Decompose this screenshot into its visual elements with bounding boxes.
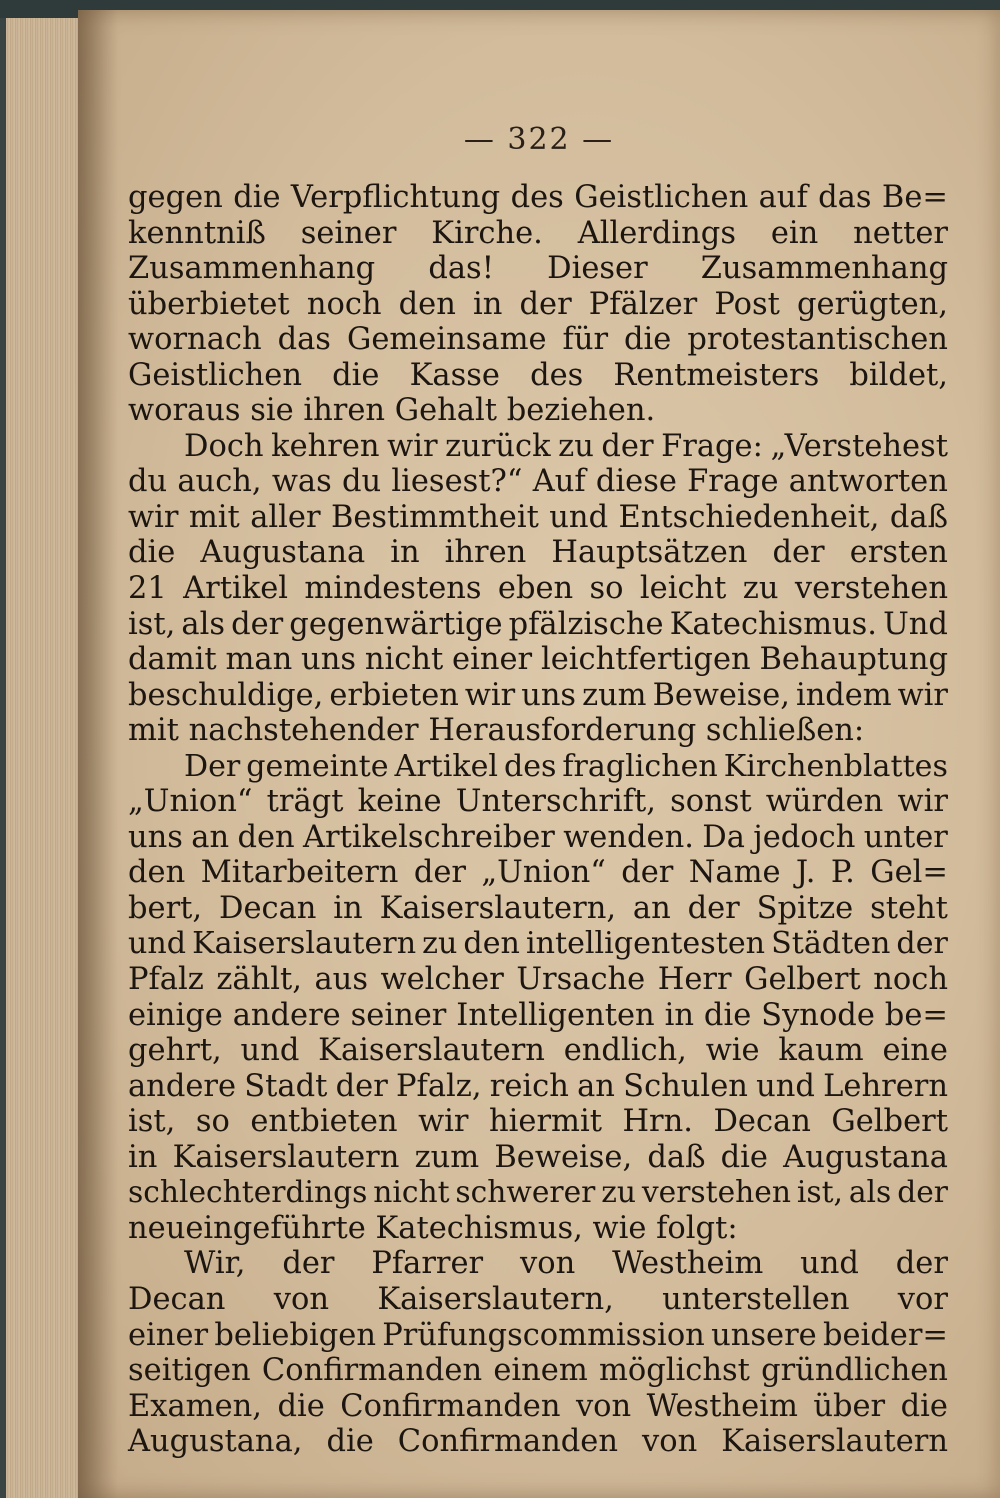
word: Artikel — [183, 571, 289, 607]
word: und — [549, 499, 609, 535]
text-line — [128, 678, 948, 714]
word: der — [519, 286, 572, 322]
word: Auf — [532, 464, 586, 500]
text-line — [128, 1353, 948, 1389]
text-line — [128, 1246, 948, 1282]
word: an — [577, 1068, 615, 1104]
word: be= — [884, 997, 948, 1033]
word: Gelbert — [831, 1104, 948, 1140]
word: Gel= — [870, 855, 948, 891]
word: einige — [128, 997, 223, 1033]
word: Katechismus. — [669, 606, 878, 642]
word: und — [128, 926, 187, 962]
word: in — [390, 535, 420, 571]
word: Artikelschreiber — [303, 819, 555, 855]
word: J. — [795, 855, 816, 891]
word: den — [398, 286, 456, 322]
word: der — [897, 1175, 948, 1211]
word: möglichst — [598, 1353, 750, 1389]
word: Frage: — [661, 428, 763, 464]
word: man — [225, 642, 293, 678]
word: unter — [863, 819, 948, 855]
word: uns — [301, 642, 356, 678]
word: Geistlichen — [574, 180, 749, 215]
word: Kaiserslautern — [721, 1424, 948, 1460]
word: einem — [493, 1353, 588, 1389]
word: in — [472, 286, 503, 322]
word: Intelligenten — [456, 997, 655, 1033]
word: ist, — [128, 606, 176, 642]
word: Städten — [771, 926, 891, 962]
word: mindestens — [304, 571, 482, 607]
word: zu — [742, 571, 779, 607]
word: mit — [188, 499, 240, 535]
word: die — [233, 180, 281, 215]
text-line — [128, 891, 948, 927]
word: Hrn. — [622, 1104, 693, 1140]
word: Name — [688, 855, 781, 891]
word: wir — [897, 784, 948, 820]
word: welcher — [380, 962, 504, 998]
word: du — [128, 464, 168, 500]
word: Kirche. — [431, 215, 543, 251]
word: des — [530, 357, 584, 393]
word: antworten — [788, 464, 948, 500]
word: Pfalz, — [396, 1068, 482, 1104]
word: Allerdings — [577, 215, 736, 251]
word: unterstellen — [662, 1281, 850, 1317]
word: Gemeinsame — [346, 322, 547, 358]
word: Spitze — [756, 890, 854, 926]
text-line — [128, 1389, 948, 1425]
text-line — [128, 820, 948, 856]
word: Synode — [761, 997, 875, 1033]
word: uns — [521, 677, 577, 713]
word: noch — [873, 962, 948, 998]
word: andere — [128, 1068, 237, 1104]
word: erbieten — [329, 677, 459, 713]
word: Der — [184, 748, 241, 784]
word: Confirmanden — [261, 1353, 483, 1389]
word: die — [720, 1139, 768, 1175]
word: Artikel — [394, 748, 499, 784]
word: und — [800, 1246, 859, 1282]
word: für — [562, 322, 609, 358]
word: die — [703, 997, 752, 1033]
word: die — [900, 1388, 948, 1424]
text-line — [128, 358, 948, 394]
word: zum — [582, 677, 647, 713]
text-line — [128, 1140, 948, 1176]
word: nicht — [364, 642, 444, 678]
word: der — [772, 535, 825, 571]
text-line — [128, 322, 948, 358]
text-line — [128, 216, 948, 252]
word: daß — [647, 1139, 706, 1175]
text-line — [128, 571, 948, 607]
word: auch, — [177, 464, 262, 500]
word: Confirmanden — [340, 1388, 561, 1424]
word: Decan — [128, 1281, 226, 1317]
word: Kirchenblattes — [723, 748, 948, 784]
word: den — [128, 855, 186, 891]
word: Hauptsätzen — [551, 535, 748, 571]
word: zum — [414, 1139, 480, 1175]
word: vor — [897, 1281, 948, 1317]
word: wornach — [128, 322, 262, 358]
text-line — [128, 251, 948, 287]
word: Zusammenhang — [128, 251, 376, 287]
word: den — [463, 926, 520, 962]
word: protestantischen — [687, 322, 948, 358]
word: Geistlichen — [128, 357, 303, 393]
word: seiner — [350, 997, 447, 1033]
word: Dieser — [547, 251, 648, 287]
word: des — [503, 748, 557, 784]
text-line — [128, 535, 948, 571]
word: einer — [128, 1317, 209, 1353]
word: Mitarbeitern — [200, 855, 399, 891]
word: beschuldige, — [128, 677, 324, 713]
word: von — [641, 1424, 698, 1460]
word: Westheim — [646, 1388, 798, 1424]
word: damit — [128, 642, 217, 678]
word: Doch — [184, 428, 264, 464]
word: den — [237, 819, 295, 855]
word: die — [326, 1424, 374, 1460]
word: P. — [830, 855, 855, 891]
word: in — [664, 997, 695, 1033]
word: das — [818, 180, 872, 215]
text-line: woraus sie ihren Gehalt beziehen. — [128, 393, 656, 429]
word: Kaiserslautern — [192, 926, 417, 962]
word: kehren — [271, 428, 380, 464]
word: nicht — [373, 1175, 450, 1211]
word: gemeinte — [246, 748, 389, 784]
word: die — [128, 535, 176, 571]
word: gehrt, — [128, 1033, 222, 1069]
word: der — [601, 428, 654, 464]
word: fraglichen — [562, 748, 718, 784]
word: der — [335, 1068, 388, 1104]
word: das! — [428, 251, 494, 287]
word: ihren — [444, 535, 527, 571]
word: ein — [770, 215, 819, 251]
word: eine — [882, 1033, 948, 1069]
text-line — [128, 1175, 948, 1211]
word: zählt, — [216, 962, 302, 998]
word: so — [589, 571, 624, 607]
text-line — [128, 1069, 948, 1105]
word: jedoch — [753, 819, 856, 855]
word: gründlichen — [761, 1353, 948, 1389]
text-line — [128, 784, 948, 820]
word: Da — [702, 819, 745, 855]
word: würden — [765, 784, 884, 820]
word: diese — [595, 464, 677, 500]
text-line: neueingeführte Katechismus, wie folgt: — [128, 1210, 738, 1246]
word: „Union“ — [481, 855, 606, 891]
word: reich — [489, 1068, 569, 1104]
word: sonst — [670, 784, 752, 820]
word: zu — [558, 428, 594, 464]
word: Westheim — [612, 1246, 764, 1282]
word: ist, — [796, 1175, 843, 1211]
word: beliebigen — [214, 1317, 376, 1353]
word: daß — [889, 499, 948, 535]
word: Unterschrift, — [455, 784, 656, 820]
word: aller — [250, 499, 321, 535]
word: schwerer — [455, 1175, 596, 1211]
word: überbietet — [128, 286, 290, 322]
word: seiner — [300, 215, 397, 251]
word: Verpflichtung — [290, 180, 501, 215]
word: Zusammenhang — [700, 251, 948, 287]
word: Augustana — [783, 1139, 948, 1175]
word: Decan — [713, 1104, 811, 1140]
text-line — [128, 180, 948, 216]
word: Behauptung — [759, 642, 948, 678]
word: Pfälzer — [588, 286, 698, 322]
text-line — [128, 1424, 948, 1460]
word: unsere — [711, 1317, 817, 1353]
word: wie — [705, 1033, 760, 1069]
word: der — [282, 1246, 335, 1282]
word: der — [896, 926, 948, 962]
word: „Verstehest — [770, 428, 948, 464]
word: Examen, — [128, 1388, 262, 1424]
word: Kaiserslautern, — [379, 890, 617, 926]
word: was — [271, 464, 332, 500]
word: Augustana — [200, 535, 366, 571]
word: der — [413, 855, 466, 891]
word: so — [195, 1104, 230, 1140]
word: ist, — [128, 1104, 176, 1140]
text-line — [128, 1033, 948, 1069]
word: bildet, — [849, 357, 948, 393]
text-line — [128, 287, 948, 323]
text-line — [128, 855, 948, 891]
word: steht — [870, 890, 948, 926]
word: bert, — [128, 890, 203, 926]
word: intelligentesten — [525, 926, 766, 962]
word: die — [277, 1388, 325, 1424]
word: indem — [795, 677, 892, 713]
word: Gelbert — [744, 962, 861, 998]
word: Pfalz — [128, 962, 204, 998]
word: wir — [387, 428, 438, 464]
word: Stadt — [244, 1068, 328, 1104]
word: Kaiserslautern — [318, 1033, 545, 1069]
word: die — [332, 357, 380, 393]
word: Herr — [657, 962, 732, 998]
word: „Union“ — [128, 784, 253, 820]
word: einer — [452, 642, 533, 678]
word: liesest?“ — [391, 464, 523, 500]
word: aus — [314, 962, 368, 998]
word: über — [813, 1388, 886, 1424]
word: Beweise, — [652, 677, 790, 713]
text-line: mit nachstehender Herausforderung schließen: — [128, 713, 865, 749]
word: ersten — [849, 535, 948, 571]
text-line — [128, 1104, 948, 1140]
word: Rentmeisters — [613, 357, 820, 393]
word: die — [624, 322, 672, 358]
page-number: — 322 — — [463, 122, 615, 157]
word: von — [519, 1246, 576, 1282]
word: Augustana, — [128, 1424, 303, 1460]
word: verstehen — [794, 571, 948, 607]
word: endlich, — [563, 1033, 687, 1069]
word: keine — [357, 784, 442, 820]
word: gegenwärtige — [289, 606, 503, 642]
word: netter — [853, 215, 948, 251]
word: eben — [497, 571, 574, 607]
word: schlechterdings — [128, 1175, 368, 1211]
word: Bestimmtheit — [330, 499, 539, 535]
word: zu — [422, 926, 458, 962]
word: wir — [464, 677, 516, 713]
word: in — [128, 1139, 158, 1175]
word: Wir, — [184, 1246, 246, 1282]
word: Beweise, — [494, 1139, 633, 1175]
word: zurück — [445, 428, 551, 464]
word: gerügten, — [797, 286, 948, 322]
word: Ursache — [516, 962, 646, 998]
text-line — [128, 962, 948, 998]
word: Schulen — [623, 1068, 748, 1104]
word: auf — [758, 180, 808, 215]
word: wenden. — [563, 819, 694, 855]
word: andere — [232, 997, 341, 1033]
text-line — [128, 429, 948, 465]
text-line — [128, 926, 948, 962]
word: und — [756, 1068, 815, 1104]
word: Frage — [687, 464, 779, 500]
text-line — [128, 464, 948, 500]
word: Kasse — [409, 357, 500, 393]
word: wir — [128, 499, 179, 535]
word: der — [621, 855, 674, 891]
word: Prüfungscommission — [382, 1317, 705, 1353]
word: hiermit — [489, 1104, 602, 1140]
word: von — [273, 1281, 329, 1317]
word: leicht — [639, 571, 727, 607]
text-line — [128, 1318, 948, 1354]
word: Kaiserslautern — [172, 1139, 400, 1175]
text-line — [128, 998, 948, 1034]
word: noch — [306, 286, 382, 322]
word: zu — [601, 1175, 636, 1211]
word: der — [895, 1246, 948, 1282]
word: seitigen — [128, 1353, 251, 1389]
word: an — [632, 890, 671, 926]
word: Lehrern — [823, 1068, 948, 1104]
word: beider= — [822, 1317, 948, 1353]
body-text — [128, 180, 948, 1460]
word: als — [181, 606, 226, 642]
word: trägt — [266, 784, 344, 820]
word: der — [231, 606, 284, 642]
word: gegen — [128, 180, 223, 215]
word: entbieten — [250, 1104, 398, 1140]
text-line — [128, 749, 948, 785]
text-line — [128, 500, 948, 536]
word: pfälzische — [508, 606, 664, 642]
word: kenntniß — [128, 215, 266, 251]
word: verstehen — [641, 1175, 791, 1211]
word: uns — [128, 819, 183, 855]
word: 21 — [128, 571, 167, 607]
word: von — [575, 1388, 632, 1424]
text-line — [128, 642, 948, 678]
word: kaum — [778, 1033, 864, 1069]
word: wir — [897, 677, 948, 713]
word: Und — [883, 606, 948, 642]
word: und — [240, 1033, 300, 1069]
word: das — [277, 322, 331, 358]
word: Pfarrer — [371, 1246, 484, 1282]
word: des — [510, 180, 564, 215]
word: leichtfertigen — [540, 642, 751, 678]
word: in — [333, 890, 363, 926]
word: Post — [714, 286, 780, 322]
word: du — [341, 464, 382, 500]
word: an — [191, 819, 230, 855]
text-line — [128, 607, 948, 643]
word: Entschiedenheit, — [618, 499, 880, 535]
word: Confirmanden — [397, 1424, 618, 1460]
word: Decan — [218, 890, 317, 926]
word: wir — [418, 1104, 469, 1140]
word: Be= — [881, 180, 948, 215]
word: Kaiserslautern, — [377, 1281, 614, 1317]
word: der — [687, 890, 740, 926]
text-line — [128, 1282, 948, 1318]
word: als — [848, 1175, 892, 1211]
spine-shadow — [78, 10, 118, 1498]
